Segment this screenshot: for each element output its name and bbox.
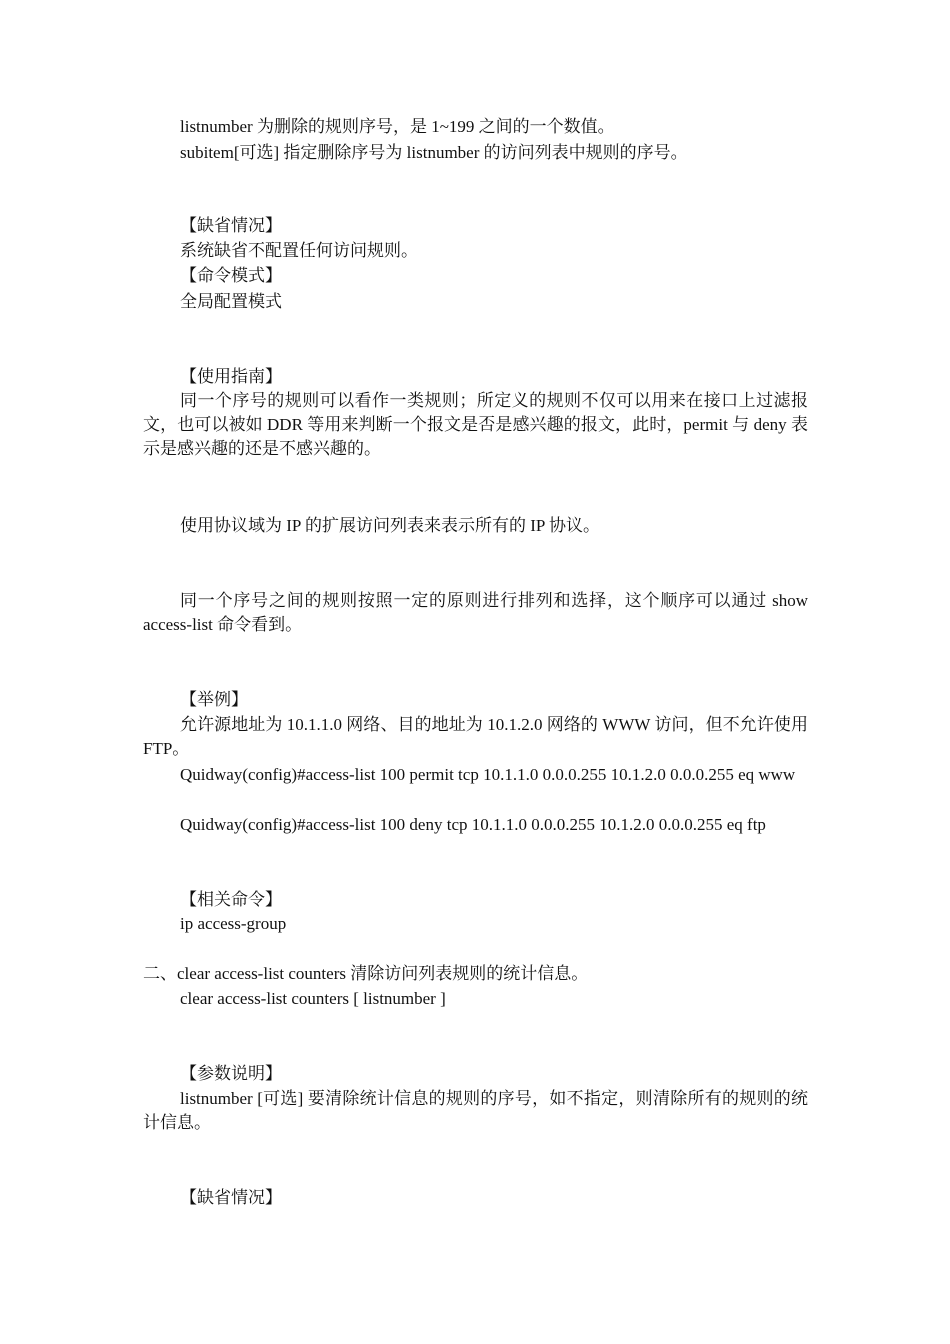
guide-paragraph-1: 同一个序号的规则可以看作一类规则；所定义的规则不仅可以用来在接口上过滤报文，也可以被如 DDR 等用来判断一个报文是否是感兴趣的报文，此时，permit 与 deny 表示是感兴趣的还是不感兴趣的。: [143, 391, 808, 458]
param-subitem: subitem[可选] 指定删除序号为 listnumber 的访问列表中规则的序号。: [180, 143, 688, 162]
heading-default: 【缺省情况】: [180, 216, 282, 235]
example-description: 允许源地址为 10.1.1.0 网络、目的地址为 10.1.2.0 网络的 WWW 访问，但不允许使用 FTP。: [143, 715, 808, 758]
heading-parameters: 【参数说明】: [180, 1064, 282, 1083]
example-command-2: Quidway(config)#access-list 100 deny tcp 10.1.1.0 0.0.0.255 10.1.2.0 0.0.0.255 eq ftp: [180, 815, 766, 834]
heading-default-2: 【缺省情况】: [180, 1188, 282, 1207]
section-2-syntax: clear access-list counters [ listnumber ]: [180, 989, 446, 1008]
heading-related-commands: 【相关命令】: [180, 890, 282, 909]
heading-usage-guide: 【使用指南】: [180, 367, 282, 386]
command-mode-text: 全局配置模式: [180, 292, 282, 311]
guide-paragraph-3: 同一个序号之间的规则按照一定的原则进行排列和选择，这个顺序可以通过 show access-list 命令看到。: [143, 591, 808, 634]
default-text: 系统缺省不配置任何访问规则。: [180, 241, 418, 260]
parameters-text: listnumber [可选] 要清除统计信息的规则的序号，如不指定，则清除所有的规则的统计信息。: [143, 1089, 808, 1132]
param-listnumber: listnumber 为删除的规则序号，是 1~199 之间的一个数值。: [180, 117, 615, 136]
section-2-title: 二、clear access-list counters 清除访问列表规则的统计信息。: [143, 964, 589, 983]
related-command-text: ip access-group: [180, 914, 287, 933]
heading-command-mode: 【命令模式】: [180, 266, 282, 285]
example-command-1: Quidway(config)#access-list 100 permit tcp 10.1.1.0 0.0.0.255 10.1.2.0 0.0.0.255 eq www: [180, 765, 796, 784]
heading-example: 【举例】: [180, 690, 248, 709]
guide-paragraph-2: 使用协议域为 IP 的扩展访问列表来表示所有的 IP 协议。: [180, 516, 600, 535]
